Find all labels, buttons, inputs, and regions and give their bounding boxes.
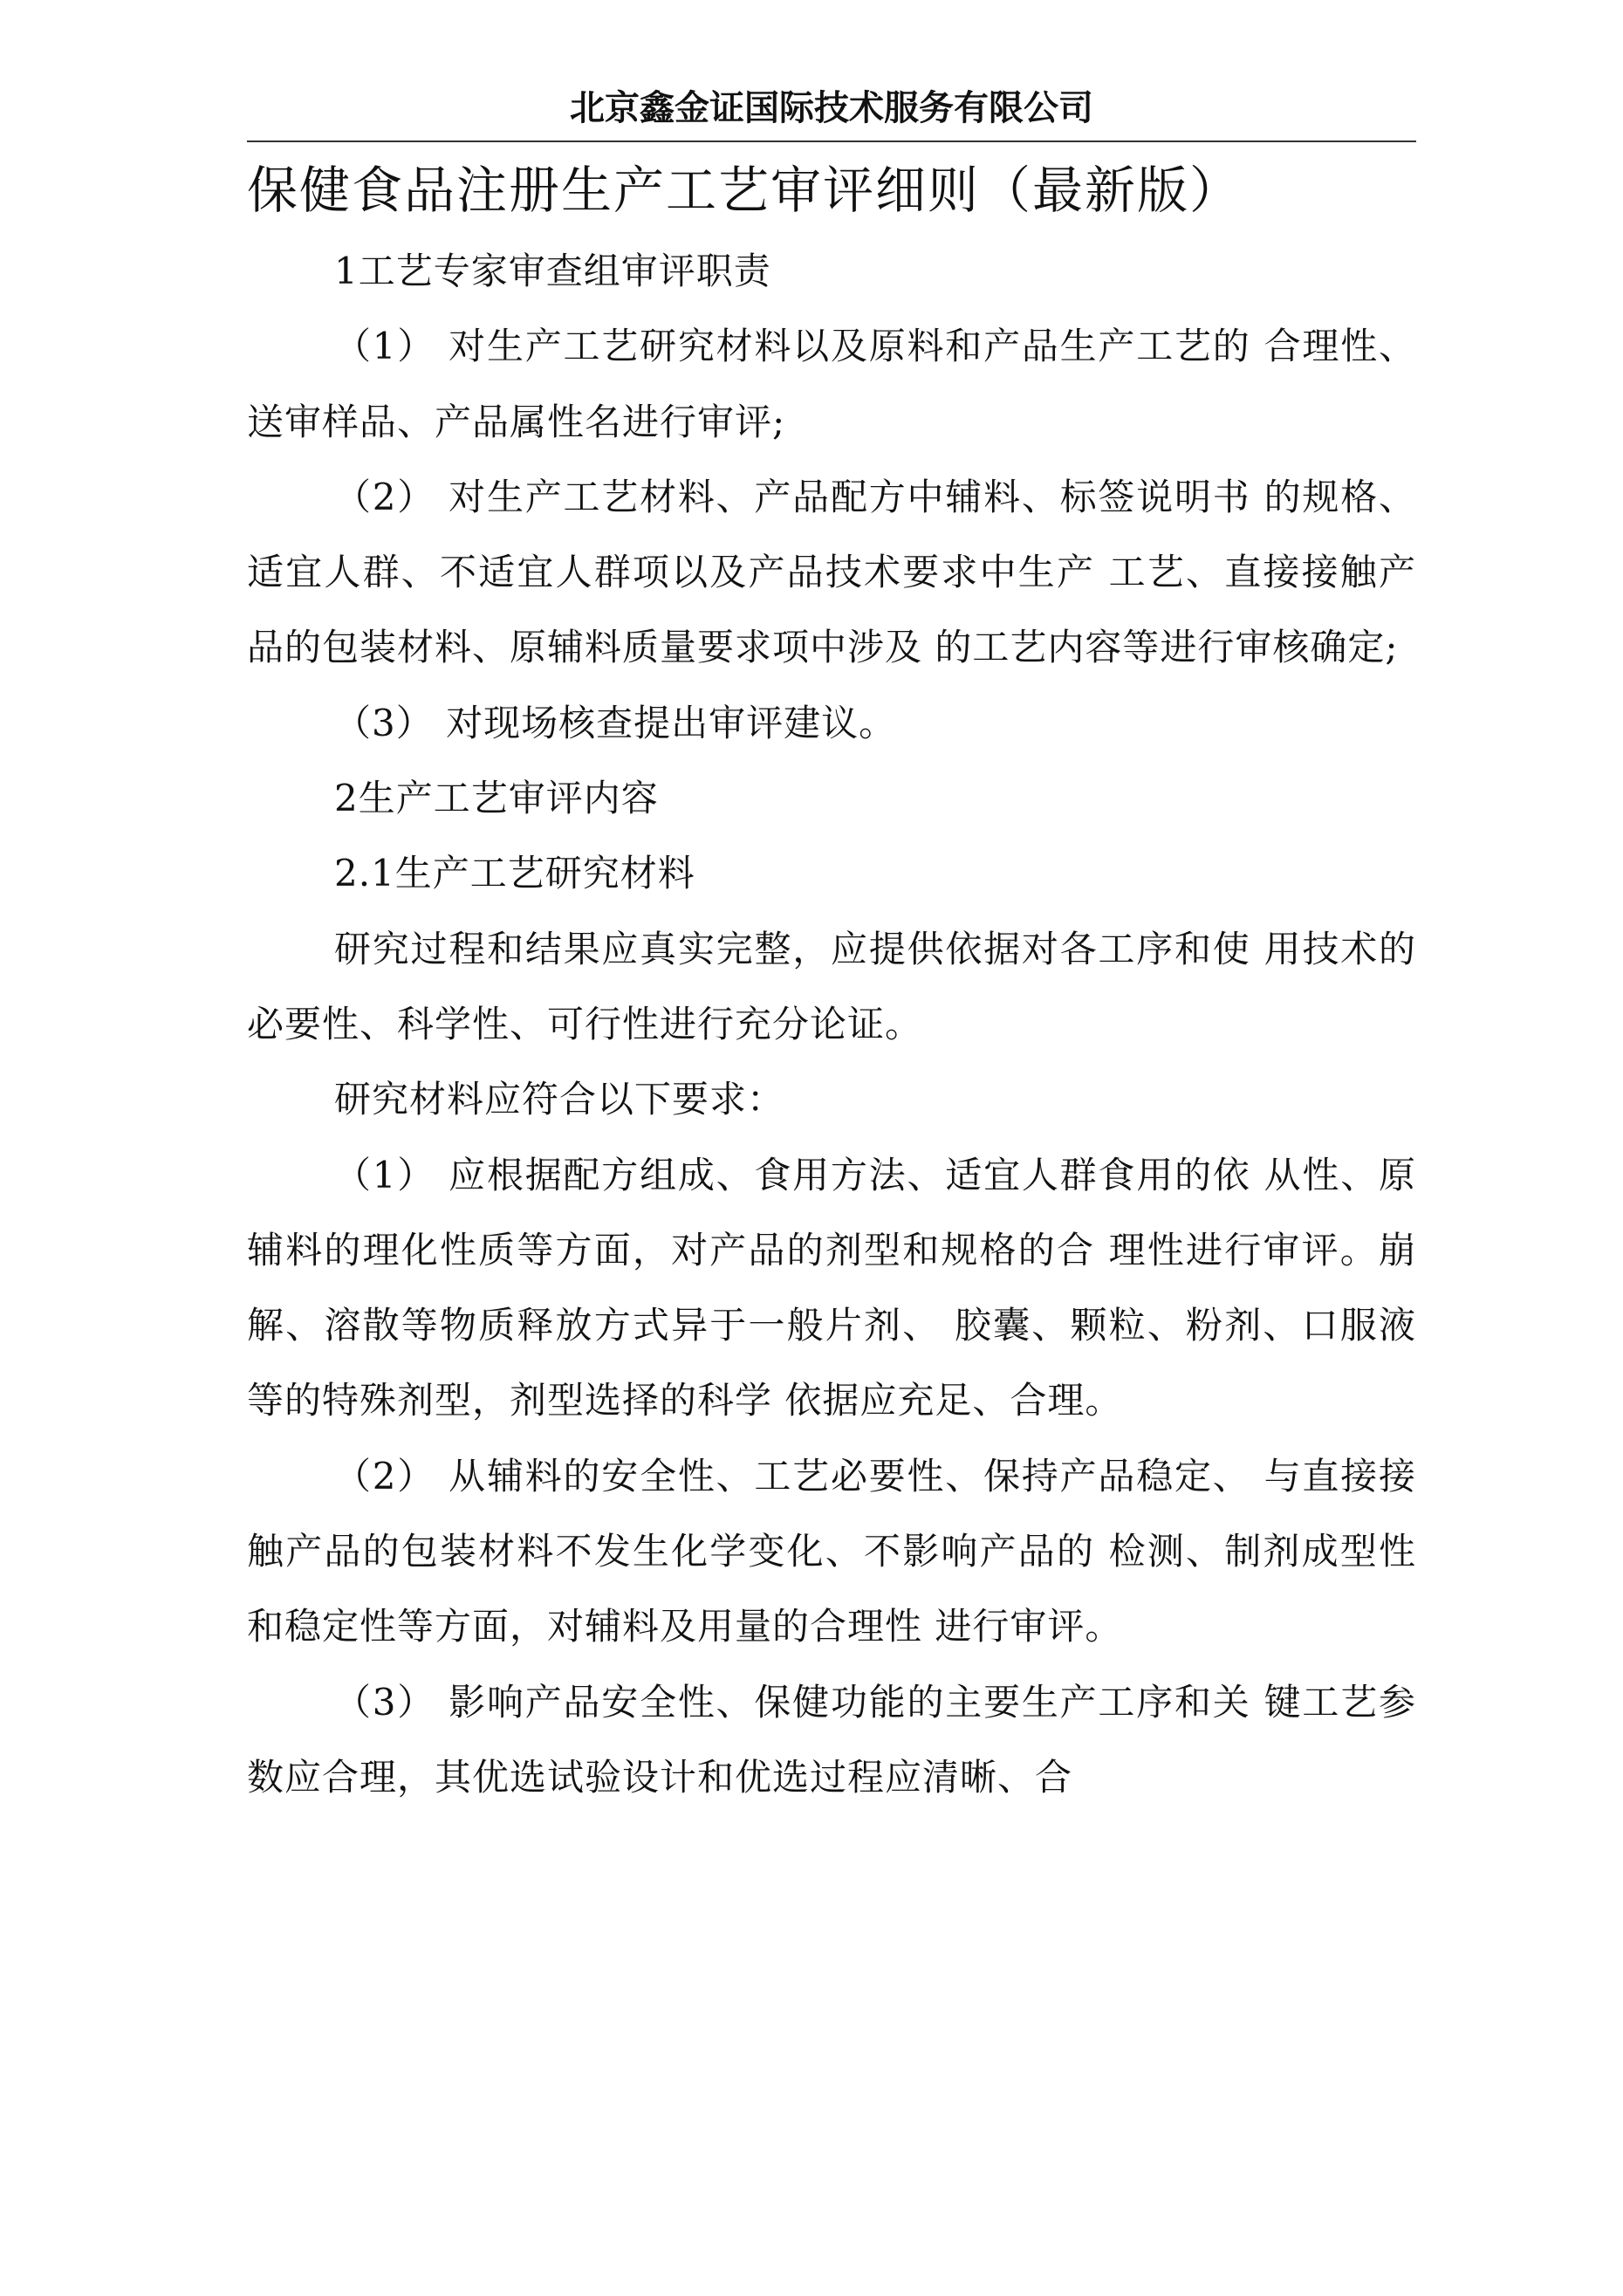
paragraph: （1） 应根据配方组成、食用方法、适宜人群食用的依 从性、原辅料的理化性质等方面，对产品的剂型和规格的合 理性进行审评。崩解、溶散等物质释放方式异于一般片剂、 胶囊、颗粒、粉剂、口服液等的特殊剂型，剂型选择的科学 依据应充足、合理。 <box>247 1153 1416 1422</box>
company-header: 北京鑫金证国际技术服务有限公司 <box>570 88 1093 128</box>
paragraph: 2生产工艺审评内容 <box>334 777 659 820</box>
paragraph: 2.1生产工艺研究材料 <box>334 852 695 895</box>
paragraph: （3） 影响产品安全性、保健功能的主要生产工序和关 键工艺参数应合理，其优选试验设计和优选过程应清晰、合 <box>247 1680 1416 1799</box>
document-title: 保健食品注册生产工艺审评细则（最新版） <box>247 161 1243 220</box>
paragraph: 1工艺专家审查组审评职责 <box>334 250 771 292</box>
document-body <box>247 234 1416 1815</box>
paragraph: （1） 对生产工艺研究材料以及原料和产品生产工艺的 合理性、送审样品、产品属性名进行审评; <box>247 325 1416 443</box>
paragraph: （3） 对现场核查提出审评建议。 <box>334 701 897 744</box>
paragraph: 研究材料应符合以下要求： <box>334 1078 785 1121</box>
header-divider <box>247 141 1416 142</box>
paragraph: （2） 对生产工艺材料、产品配方中辅料、标签说明书 的规格、适宜人群、不适宜人群项以及产品技术要求中生产 工艺、直接接触产品的包装材料、原辅料质量要求项中涉及 的工艺内容等进行审核确定; <box>247 475 1416 669</box>
paragraph: （2） 从辅料的安全性、工艺必要性、保持产品稳定、 与直接接触产品的包装材料不发生化学变化、不影响产品的 检测、制剂成型性和稳定性等方面，对辅料及用量的合理性 进行审评。 <box>247 1454 1416 1648</box>
paragraph: 研究过程和结果应真实完整，应提供依据对各工序和使 用技术的必要性、科学性、可行性进行充分论证。 <box>247 927 1416 1045</box>
